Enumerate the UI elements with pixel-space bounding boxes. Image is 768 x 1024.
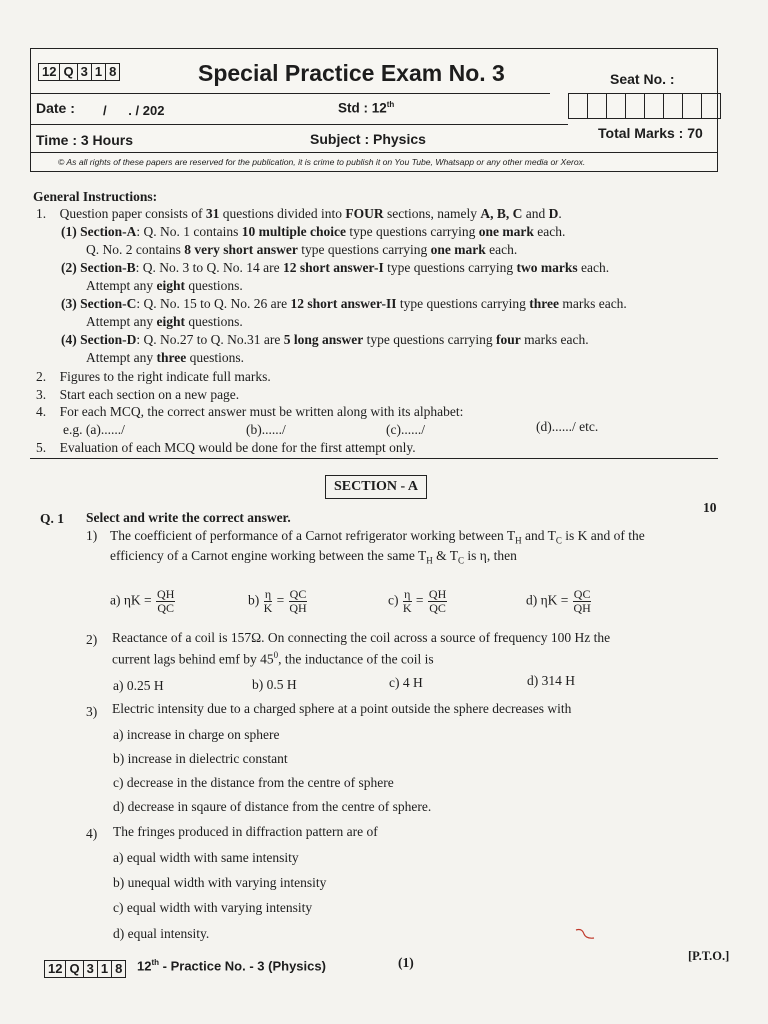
mcq-1-option-b: b) $\frac{\eta}{K}$ = $\frac{QC}{QH}$ [248, 587, 307, 615]
mcq-3-option-a: a) increase in charge on sphere [113, 727, 280, 742]
code-cell: 8 [115, 961, 123, 976]
question-number: Q. 1 [40, 511, 65, 526]
instruction-section-a: (1) Section-A: Q. No. 1 contains 10 multiple choice type questions carrying one mark each. [61, 224, 566, 239]
mcq-1-option-a: a) ηK = $\frac{QH}{QC}$ [110, 587, 175, 615]
code-cell: 8 [109, 64, 117, 79]
instruction-section-d-line2: Attempt any three questions. [86, 350, 245, 365]
instruction-section-d: (4) Section-D: Q. No.27 to Q. No.31 are 5 long answer type questions carrying four marks each. [61, 332, 589, 347]
mcq-2-text-line2: current lags behind emf by $45^0$, the inductance of the coil is [112, 650, 434, 667]
mcq-4-option-b: b) unequal width with varying intensity [113, 875, 327, 890]
instruction-2: 2. Figures to the right indicate full marks. [36, 369, 271, 384]
copyright-notice: © As all rights of these papers are reserved for the publication, it is crime to publish it on You Tube, Whatsapp or any other media or Xerox. [58, 157, 586, 167]
mcq-2-option-b: b) 0.5 H [252, 677, 297, 692]
mcq-4-option-c: c) equal width with varying intensity [113, 900, 313, 915]
code-cell: Q [66, 961, 83, 977]
mcq-example-c: (c)....../ [386, 422, 425, 437]
mcq-4-option-a: a) equal width with same intensity [113, 850, 299, 865]
exam-title: Special Practice Exam No. 3 [198, 60, 505, 86]
instructions-heading: General Instructions: [33, 189, 158, 204]
mcq-4-text: The fringes produced in diffraction pattern are of [113, 824, 378, 839]
mcq-2-option-c: c) 4 H [389, 675, 423, 690]
section-marks: 10 [703, 500, 717, 515]
code-cell: Q [60, 64, 77, 80]
paper-code [38, 63, 120, 81]
code-cell: 12 [45, 961, 66, 977]
mcq-2-option-d: d) 314 H [527, 673, 575, 688]
mcq-1-text-line2: efficiency of a Carnot engine working between the same $T_H$ & $T_C$ is η, then [110, 548, 517, 566]
instruction-1: 1. Question paper consists of 31 questions divided into FOUR sections, namely A, B, C and D. [36, 206, 562, 221]
mcq-4-option-d: d) equal intensity. [113, 926, 210, 941]
code-cell: 1 [98, 961, 112, 977]
mcq-example-a: e.g. (a)....../ [63, 422, 125, 437]
total-marks: Total Marks : 70 [598, 125, 703, 141]
date-label: Date : [36, 100, 75, 116]
footer-paper-code [44, 960, 126, 978]
instruction-section-b: (2) Section-B: Q. No. 3 to Q. No. 14 are 12 short answer-I type questions carrying two marks each. [61, 260, 610, 275]
code-cell: 12 [39, 64, 60, 80]
mcq-example-b: (b)....../ [246, 422, 286, 437]
mcq-3-number: 3) [86, 704, 98, 719]
mcq-2-text: Reactance of a coil is 157Ω. On connecting the coil across a source of frequency 100 Hz the [112, 630, 611, 645]
instruction-5: 5. Evaluation of each MCQ would be done for the first attempt only. [36, 440, 416, 455]
instruction-section-c: (3) Section-C: Q. No. 15 to Q. No. 26 are 12 short answer-II type questions carrying three marks each. [61, 296, 627, 311]
instruction-4: 4. For each MCQ, the correct answer must be written along with its alphabet: [36, 404, 464, 419]
code-cell: 3 [78, 64, 92, 80]
page-number: (1) [398, 955, 414, 970]
instructions-divider [30, 458, 718, 459]
section-a-title: SECTION - A [325, 475, 427, 499]
instruction-section-a-line2: Q. No. 2 contains 8 very short answer type questions carrying one mark each. [86, 242, 518, 257]
time-label: Time : 3 Hours [36, 132, 133, 148]
instruction-3: 3. Start each section on a new page. [36, 387, 240, 402]
header-divider [30, 124, 568, 125]
seat-number-boxes [568, 93, 721, 119]
header-divider [30, 93, 550, 94]
mcq-1-number: 1) [86, 528, 98, 543]
instruction-section-b-line2: Attempt any eight questions. [86, 278, 243, 293]
mcq-4-number: 4) [86, 826, 98, 841]
mcq-1-option-d: d) ηK = $\frac{QC}{QH}$ [526, 587, 591, 615]
mcq-3-option-d: d) decrease in sqaure of distance from the centre of sphere. [113, 799, 432, 814]
instruction-section-c-line2: Attempt any eight questions. [86, 314, 243, 329]
footer-title: 12th - Practice No. - 3 (Physics) [137, 958, 326, 974]
mcq-3-text: Electric intensity due to a charged sphere at a point outside the sphere decreases with [112, 701, 572, 716]
date-value: / . / 202 [103, 103, 165, 118]
mcq-1-text: The coefficient of performance of a Carnot refrigerator working between $T_H$ and $T_C$ is K and of the [110, 528, 645, 546]
code-cell: 1 [92, 64, 106, 80]
mcq-2-option-a: a) 0.25 H [113, 678, 164, 693]
code-cell: 3 [84, 961, 98, 977]
std-label: Std : 12th [338, 100, 395, 116]
mcq-example-d: (d)....../ etc. [536, 419, 599, 434]
mcq-3-option-b: b) increase in dielectric constant [113, 751, 288, 766]
mcq-2-number: 2) [86, 632, 98, 647]
header-divider [30, 152, 718, 153]
question-instruction: Select and write the correct answer. [86, 510, 291, 525]
pto-label: [P.T.O.] [688, 949, 730, 963]
pen-mark-icon [574, 926, 596, 942]
mcq-3-option-c: c) decrease in the distance from the centre of sphere [113, 775, 394, 790]
mcq-1-option-c: c) $\frac{\eta}{K}$ = $\frac{QH}{QC}$ [388, 587, 447, 615]
seat-label: Seat No. : [610, 71, 675, 87]
subject-label: Subject : Physics [310, 131, 426, 147]
